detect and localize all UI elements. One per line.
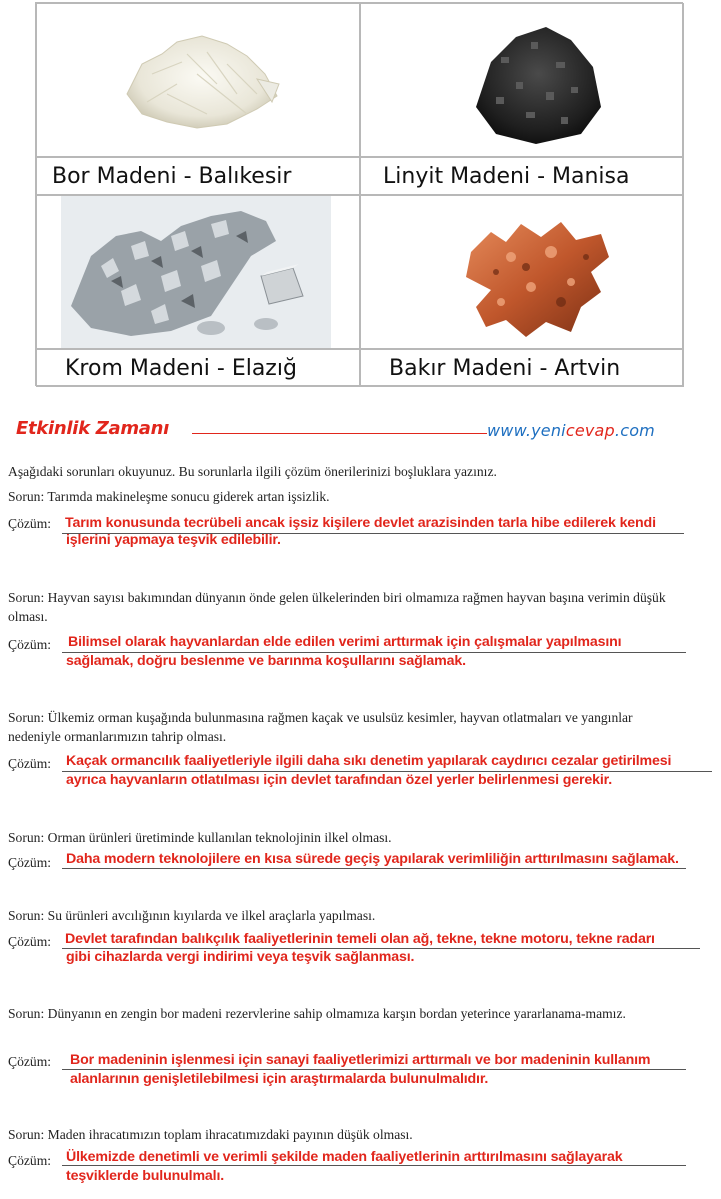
answer-line-1: Devlet tarafından balıkçılık faaliyetlerinin temeli olan ağ, tekne, tekne motoru, tekne radarı [65, 931, 655, 947]
problem-text: Sorun: Ülkemiz orman kuşağında bulunmasına rağmen kaçak ve usulsüz kesimler, hayvan otlatmaları ve yangınlar nedeniyle ormanlarımızın tahrip olması. [8, 710, 633, 744]
site-brand: yeni [531, 421, 566, 440]
solution-label: Çözüm: [8, 934, 52, 949]
solution-label: Çözüm: [8, 516, 52, 531]
chromium-mineral-image [61, 196, 331, 348]
mineral-caption-linyit: Linyit Madeni - Manisa [383, 164, 630, 189]
solution-label: Çözüm: [8, 756, 52, 771]
site-brand-highlight: cevap [565, 421, 615, 440]
solution-label: Çözüm: [8, 855, 52, 870]
mineral-caption-krom: Krom Madeni - Elazığ [65, 356, 297, 381]
lignite-mineral-image [461, 12, 611, 152]
answer-line-1: Bor madeninin işlenmesi için sanayi faaliyetlerimizi arttırmalı ve bor madeninin kullanım [70, 1052, 651, 1068]
site-url[interactable] [487, 421, 655, 440]
answer-line-1: Ülkemizde denetimli ve verimli şekilde maden faaliyetlerinin arttırılmasını sağlayarak [66, 1149, 623, 1165]
problem-text: Sorun: Orman ürünleri üretiminde kullanılan teknolojinin ilkel olması. [8, 830, 392, 845]
mineral-caption-bor: Bor Madeni - Balıkesir [52, 164, 292, 189]
instructions: Aşağıdaki sorunları okuyunuz. Bu sorunlarla ilgili çözüm önerilerinizi boşluklara yazınız. [8, 464, 497, 479]
solution-label: Çözüm: [8, 1054, 52, 1069]
mineral-cell-bor [36, 3, 360, 157]
answer-line-1: Bilimsel olarak hayvanlardan elde edilen verimi arttırmak için çalışmalar yapılmasını [68, 634, 622, 650]
solution-label: Çözüm: [8, 637, 52, 652]
answer-line-2: işlerini yapmaya teşvik edilebilir. [66, 532, 281, 548]
mineral-caption-bakir: Bakır Madeni - Artvin [389, 356, 621, 381]
copper-mineral-image [451, 212, 621, 342]
solution-label: Çözüm: [8, 1153, 52, 1168]
caption-cell-bakir [360, 349, 684, 387]
answer-line-2: teşviklerde bulunulmalı. [66, 1168, 225, 1184]
problem-text: Sorun: Maden ihracatımızın toplam ihracatımızdaki payının düşük olması. [8, 1127, 413, 1142]
mineral-cell-bakir [360, 195, 684, 349]
site-suffix: .com [614, 421, 655, 440]
problem-text: Sorun: Tarımda makineleşme sonucu giderek artan işsizlik. [8, 489, 330, 504]
boron-mineral-image [107, 24, 287, 134]
mineral-table [35, 2, 683, 386]
activity-title: Etkinlik Zamanı [16, 418, 170, 439]
header-divider [192, 433, 487, 434]
problem-text: Sorun: Dünyanın en zengin bor madeni rezervlerine sahip olmamıza karşın bordan yeterince yararlanama-mamız. [8, 1006, 626, 1021]
problem-text: Sorun: Su ürünleri avcılığının kıyılarda ve ilkel araçlarla yapılması. [8, 908, 376, 923]
answer-line-1: Daha modern teknolojilere en kısa sürede geçiş yapılarak verimliliğin arttırılmasını sağlamak. [66, 851, 679, 867]
answer-line-1: Kaçak ormancılık faaliyetleriyle ilgili daha sıkı denetim yapılarak caydırıcı cezalar getirilmesi [66, 753, 672, 769]
answer-line-2: alanlarının genişletilebilmesi için araştırmalarda bulunulmalıdır. [70, 1071, 489, 1087]
caption-cell-linyit [360, 157, 684, 195]
answer-line-1: Tarım konusunda tecrübeli ancak işsiz kişilere devlet arazisinden tarla hibe edilerek kendi [65, 515, 656, 531]
answer-line-2: ayrıca hayvanların otlatılması için devlet tarafından özel yerler belirlenmesi gerekir. [66, 772, 613, 788]
mineral-cell-linyit [360, 3, 684, 157]
caption-cell-krom [36, 349, 360, 387]
answer-line-2: gibi cihazlarda vergi indirimi veya teşvik sağlanması. [66, 949, 415, 965]
problem-text: Sorun: Hayvan sayısı bakımından dünyanın önde gelen ülkelerinden biri olmamıza rağmen hayvan başına verimin düşük olması. [8, 590, 666, 624]
mineral-cell-krom [36, 195, 360, 349]
caption-cell-bor [36, 157, 360, 195]
site-prefix: www. [487, 421, 532, 440]
answer-line-2: sağlamak, doğru beslenme ve barınma koşullarını sağlamak. [66, 653, 466, 669]
